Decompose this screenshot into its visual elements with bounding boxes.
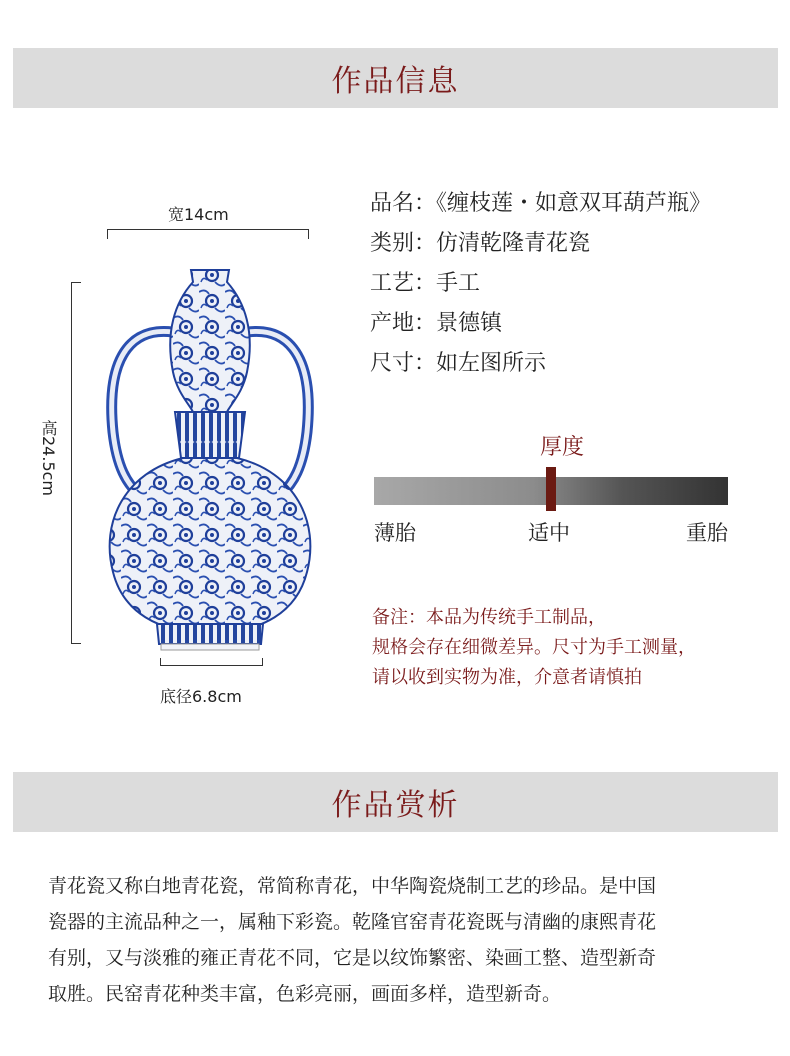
appreciation-line-3: 有别，又与淡雅的雍正青花不同，它是以纹饰繁密、染画工整、造型新奇 (48, 947, 657, 969)
base-label: 底径6.8cm (160, 687, 242, 706)
thickness-label-medium: 适中 (528, 521, 570, 545)
appreciation-line-1: 青花瓷又称白地青花瓷，常简称青花，中华陶瓷烧制工艺的珍品。是中国 (48, 875, 657, 897)
height-label: 高24.5cm (39, 420, 58, 497)
spec-category: 类别：仿清乾隆青花瓷 (370, 231, 591, 256)
width-tick-right (308, 229, 309, 239)
section-title: 作品赏析 (331, 788, 460, 823)
base-dimension-line (160, 665, 263, 666)
note-line-1: 备注：本品为传统手工制品， (372, 607, 606, 628)
thickness-label-thin: 薄胎 (374, 521, 416, 545)
note-line-3: 请以收到实物为准，介意者请慎拍 (372, 667, 642, 688)
width-label: 宽14cm (168, 205, 229, 224)
base-tick-left (160, 658, 161, 666)
appreciation-line-4: 取胜。民窑青花种类丰富，色彩亮丽，画面多样，造型新奇。 (48, 983, 562, 1005)
width-tick-left (107, 229, 108, 239)
vase-image (95, 262, 325, 657)
height-tick-top (71, 282, 81, 283)
thickness-title: 厚度 (540, 435, 585, 460)
appreciation-line-2: 瓷器的主流品种之一，属釉下彩瓷。乾隆官窑青花瓷既与清幽的康熙青花 (48, 911, 657, 933)
thickness-label-heavy: 重胎 (686, 521, 728, 545)
spec-product-name: 品名：《缠枝莲・如意双耳葫芦瓶》 (370, 191, 712, 216)
height-tick-bottom (71, 643, 81, 644)
note-line-2: 规格会存在细微差异。尺寸为手工测量， (372, 637, 696, 658)
spec-craft: 工艺：手工 (370, 271, 481, 296)
base-tick-right (262, 658, 263, 666)
spec-list (370, 184, 711, 384)
spec-origin: 产地：景德镇 (370, 311, 503, 336)
height-dimension-line (71, 282, 72, 644)
section-banner-appreciation (13, 772, 778, 832)
section-title: 作品信息 (331, 64, 460, 99)
thickness-marker (546, 467, 556, 511)
section-banner-info (13, 48, 778, 108)
width-dimension-line (107, 229, 309, 230)
spec-size: 尺寸：如左图所示 (370, 351, 547, 376)
